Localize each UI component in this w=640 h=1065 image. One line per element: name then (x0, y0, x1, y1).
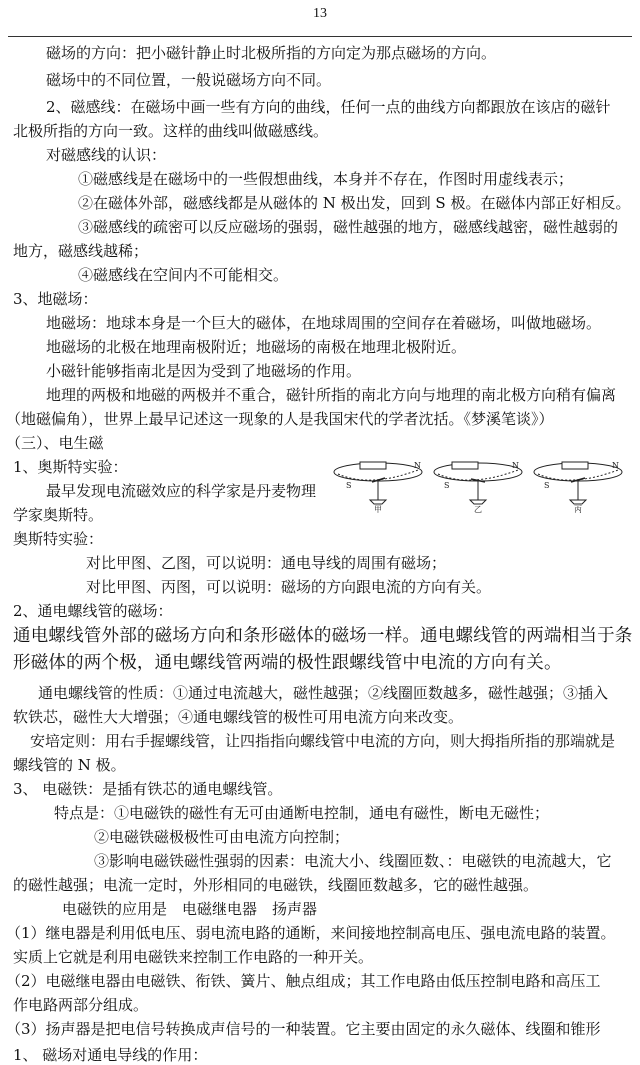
label-s-jia: S (346, 481, 352, 490)
text-line: 最早发现电流磁效应的科学家是丹麦物理 (46, 482, 317, 500)
text-line: ③影响电磁铁磁性强弱的因素：电流大小、线圈匝数、：电磁铁的电流越大，它 (94, 852, 612, 870)
text-line: （3）扬声器是把电信号转换成声信号的一种装置。它主要由固定的永久磁体、线圈和锥形 (6, 1020, 601, 1038)
text-line: 对比甲图、丙图，可以说明：磁场的方向跟电流的方向有关。 (86, 578, 492, 596)
text-line: 地磁场的北极在地理南极附近；地磁场的南极在地理北极附近。 (46, 338, 467, 356)
label-n-yi: N (512, 461, 519, 470)
text-line: ①磁感线是在磁场中的一些假想曲线，本身并不存在，作图时用虚线表示； (78, 170, 574, 188)
section-heading: 2、通电螺线管的磁场： (13, 602, 173, 620)
text-line: 形磁体的两个极，通电螺线管两端的极性跟螺线管中电流的方向有关。 (13, 653, 562, 673)
header-rule (8, 36, 632, 37)
text-line: 对比甲图、乙图，可以说明：通电导线的周围有磁场； (86, 554, 447, 572)
text-line: 电磁铁的应用是 电磁继电器 扬声器 (62, 900, 318, 918)
section-heading: 3、地磁场： (13, 290, 98, 308)
text-line: 地理的两极和地磁的两极并不重合，磁针所指的南北方向与地理的南北极方向稍有偏离 (46, 386, 617, 404)
text-line: 磁场中的不同位置，一般说磁场方向不同。 (46, 71, 332, 89)
caption-jia: 甲 (374, 505, 382, 514)
text-line: 的磁性越强；电流一定时，外形相同的电磁铁，线圈匝数越多，它的磁性越强。 (13, 876, 539, 894)
text-line: 奥斯特实验： (13, 530, 104, 548)
caption-bing: 丙 (574, 505, 582, 514)
text-line: 磁场的方向：把小磁针静止时北极所指的方向定为那点磁场的方向。 (46, 44, 497, 62)
text-line: 地方，磁感线越稀； (13, 242, 149, 260)
page-number: 13 (313, 6, 327, 21)
label-n-jia: N (414, 461, 421, 470)
label-n-bing: N (612, 461, 619, 470)
text-line: （地磁偏角），世界上最早记述这一现象的人是我国宋代的学者沈括。《梦溪笔谈》） (6, 410, 554, 428)
section-heading: （三）、电生磁 (6, 434, 104, 452)
caption-yi: 乙 (474, 505, 482, 514)
text-line: 实质上它就是利用电磁铁来控制工作电路的一种开关。 (13, 948, 374, 966)
text-line: 螺线管的 N 极。 (13, 756, 126, 774)
oersted-experiment-figure (330, 448, 630, 514)
text-line: 通电螺线管外部的磁场方向和条形磁体的磁场一样。通电螺线管的两端相当于条 (13, 626, 633, 646)
section-heading: 1、奥斯特实验： (13, 458, 128, 476)
text-line: 特点是：①电磁铁的磁性有无可由通断电控制，通电有磁性，断电无磁性； (54, 804, 550, 822)
text-line: 学家奥斯特。 (13, 506, 104, 524)
label-s-yi: S (444, 481, 450, 490)
text-line: 2、磁感线：在磁场中画一些有方向的曲线，任何一点的曲线方向都跟放在该店的磁针 (46, 98, 611, 116)
label-s-bing: S (544, 481, 550, 490)
text-line: 作电路两部分组成。 (13, 996, 149, 1014)
text-line: （1）继电器是利用低电压、弱电流电路的通断，来间接地控制高电压、强电流电路的装置。 (6, 924, 616, 942)
section-heading: 3、 电磁铁：是插有铁芯的通电螺线管。 (13, 780, 283, 798)
text-line: ②电磁铁磁极极性可由电流方向控制； (94, 828, 350, 846)
text-line: 软铁芯，磁性大大增强；④通电螺线管的极性可用电流方向来改变。 (13, 708, 464, 726)
text-line: 安培定则：用右手握螺线管，让四指指向螺线管中电流的方向，则大拇指所指的那端就是 (30, 732, 616, 750)
text-line: 地磁场：地球本身是一个巨大的磁体，在地球周围的空间存在着磁场，叫做地磁场。 (46, 314, 602, 332)
section-heading: 1、 磁场对通电导线的作用： (13, 1046, 208, 1064)
text-line: ③磁感线的疏密可以反应磁场的强弱，磁性越强的地方，磁感线越密，磁性越弱的 (78, 218, 619, 236)
text-line: 北极所指的方向一致。这样的曲线叫做磁感线。 (13, 122, 329, 140)
text-line: （2）电磁继电器由电磁铁、衔铁、簧片、触点组成；其工作电路由低压控制电路和高压工 (6, 972, 601, 990)
text-line: ④磁感线在空间内不可能相交。 (78, 266, 289, 284)
text-line: ②在磁体外部，磁感线都是从磁体的 N 极出发，回到 S 极。在磁体内部正好相反。 (78, 194, 631, 212)
text-line: 小磁针能够指南北是因为受到了地磁场的作用。 (46, 362, 362, 380)
text-line: 对磁感线的认识： (46, 146, 167, 164)
text-line: 通电螺线管的性质：①通过电流越大，磁性越强；②线圈匝数越多，磁性越强；③插入 (38, 684, 609, 702)
